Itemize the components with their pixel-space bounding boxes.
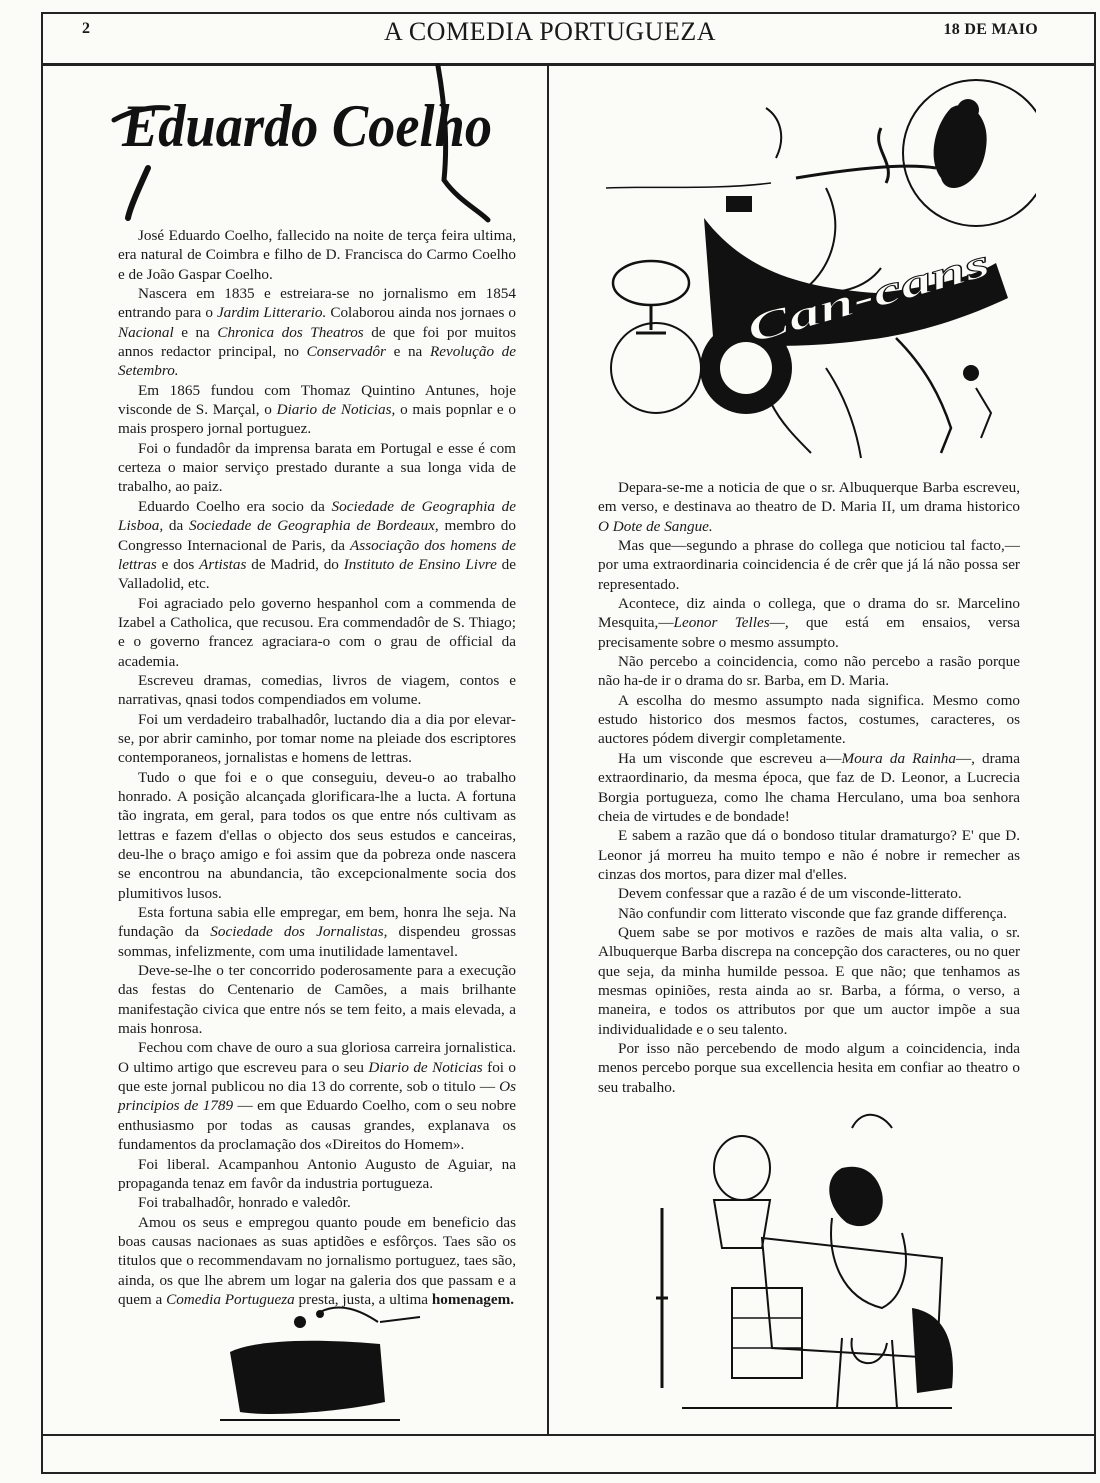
text-run: A escolha do mesmo assumpto nada significa. Mesmo como estudo historico dos mesmos factos, costumes, caracteres, os auctores pódem divergir completamente. bbox=[598, 691, 1020, 748]
obituary-paragraph bbox=[118, 284, 516, 381]
text-run: Associação dos homens de lettras bbox=[118, 536, 517, 573]
text-run: Não confundir com litterato visconde que faz grande differença. bbox=[618, 904, 1007, 922]
theatre-column bbox=[598, 478, 1020, 1097]
text-run: Conservadôr bbox=[306, 343, 386, 361]
theatre-paragraph bbox=[598, 691, 1020, 749]
text-run: Sociedade de Geographia de Lisboa, bbox=[118, 497, 516, 535]
heading-flourish bbox=[128, 168, 148, 218]
text-run: Quem sabe se por motivos e razões de mais alta valia, o sr. Albuquerque Barba discrepa na concepção dos caracteres, ou no quer que seja, da minha humilde pessoa. E que não; que tenhamos as mesmas opiniões, resta ainda ao sr. Barba, a fórma, o verso, a maneira, e todos os attributos por que um auctor impõe a sua individualidade e o seu talento. bbox=[598, 923, 1020, 1038]
text-run: presta, justa, a ultima bbox=[294, 1290, 432, 1308]
text-run: e dos bbox=[156, 555, 200, 573]
page-title: A COMEDIA PORTUGUEZA bbox=[383, 17, 716, 46]
obituary-paragraph bbox=[118, 1193, 516, 1212]
text-run: Diario de Noticias bbox=[368, 1058, 483, 1076]
text-run: o mais popnlar e o mais prospero jornal portuguez. bbox=[118, 401, 516, 438]
text-run: e na bbox=[385, 343, 430, 361]
obituary-column bbox=[118, 226, 516, 1309]
theatre-paragraph bbox=[598, 478, 1020, 536]
issue-date: 18 DE MAIO bbox=[943, 21, 1038, 38]
text-run: Artistas bbox=[199, 555, 247, 573]
column-rule bbox=[547, 65, 549, 1435]
text-run: Foi trabalhadôr, honrado e valedôr. bbox=[138, 1194, 351, 1212]
text-run: Tudo o que foi e o que conseguiu, deveu-o ao trabalho honrado. A posição alcançada glorificara-lhe a lucta. A fortuna tão ingrata, em geral, para todos os que entre nós cultivam as lettras e fazem d'ellas o objecto dos seus estudos e canceiras, deu-lhe o braço amigo e foi assim que da pobreza onde nascera se encontrou na abundancia, tão excepcionalmente socia dos plumitivos lusos. bbox=[118, 768, 516, 902]
text-run: Não percebo a coincidencia, como não percebo a rasão porque não ha-de ir o drama do sr. Barba, em D. Maria. bbox=[598, 653, 1020, 690]
theatre-paragraph bbox=[598, 652, 1020, 691]
text-run: Nascera em 1835 e estreiara-se no jornalismo em 1854 entrando para o bbox=[118, 285, 516, 322]
theatre-paragraph bbox=[598, 536, 1020, 594]
article-heading: Eduardo Coelho bbox=[121, 93, 492, 159]
bottom-vignette bbox=[210, 1292, 440, 1427]
text-run: Diario de Noticias, bbox=[276, 401, 396, 419]
text-run: Acontece, diz ainda o collega, que o drama do sr. Marcelino Mesquita,— bbox=[598, 595, 1020, 632]
text-run: Devem confessar que a razão é de um visconde-litterato. bbox=[618, 885, 962, 903]
text-run: de que foi por muitos annos redactor principal, no bbox=[118, 323, 517, 361]
text-run: e na bbox=[173, 323, 218, 341]
text-run: Os principios de 1789 bbox=[118, 1078, 516, 1115]
text-run: Deve-se-lhe o ter concorrido poderosamente para a execução das festas do Centenario de Camões, a mais brilhante manifestação civica que entre nós se tem feito, a mais elevada, a mais honrosa. bbox=[118, 962, 516, 1038]
text-run: de Madrid, do bbox=[246, 555, 344, 573]
text-run: Chronica dos Theatros bbox=[217, 323, 364, 341]
obituary-paragraph bbox=[118, 903, 516, 961]
text-run: Revolução de Setembro. bbox=[118, 343, 516, 380]
text-run: Em 1865 fundou com Thomaz Quintino Antunes, hoje visconde de S. Marçal, o bbox=[118, 381, 516, 419]
text-run: Eduardo Coelho era socio da bbox=[138, 497, 332, 515]
text-run: O Dote de Sangue. bbox=[598, 517, 713, 535]
obituary-paragraph bbox=[118, 381, 516, 439]
text-run: da bbox=[163, 517, 189, 535]
text-run: Foi liberal. Acampanhou Antonio Augusto de Aguiar, na propaganda tenaz em favôr da industria portugueza. bbox=[118, 1155, 516, 1192]
text-run: Esta fortuna sabia elle empregar, em bem, honra lhe seja. Na fundação da bbox=[118, 904, 516, 941]
obituary-paragraph bbox=[118, 710, 516, 768]
text-run: Mas que—segundo a phrase do collega que noticiou tal facto,—por uma extraordinaria coincidencia é de crêr que já lá não possa ser representado. bbox=[598, 537, 1020, 593]
obituary-paragraph bbox=[118, 226, 516, 284]
obituary-paragraph bbox=[118, 497, 516, 594]
theatre-paragraph bbox=[598, 749, 1020, 826]
text-run: foi o que este jornal publicou no dia 13 do corrente, sob o titulo — bbox=[118, 1058, 517, 1096]
text-run: Amou os seus e empregou quanto poude em beneficio das boas causas nacionaes as suas aptidões e esfôrços. Taes são os titulos que o recommendavam no jornalismo portuguez, taes são, ainda, os que lhe abrem um logar na galeria dos que passam e a quem a bbox=[118, 1213, 516, 1308]
cancans-label: Can-cans bbox=[741, 265, 906, 352]
obituary-paragraph bbox=[118, 594, 516, 671]
obituary-paragraph bbox=[118, 768, 516, 903]
text-run: Sociedade de Geographia de Bordeaux, bbox=[188, 517, 439, 535]
text-run: Colaborou ainda nos jornaes o bbox=[326, 304, 516, 322]
text-run: membro do Congresso Internacional de Paris, da bbox=[118, 517, 516, 554]
theatre-paragraph bbox=[598, 884, 1020, 903]
text-run: Moura da Rainha bbox=[841, 749, 956, 767]
obituary-paragraph bbox=[118, 961, 516, 1038]
theatre-paragraph bbox=[598, 594, 1020, 652]
text-run: Jardim Litterario. bbox=[216, 304, 327, 322]
theatre-paragraph bbox=[598, 1039, 1020, 1097]
footer-rule bbox=[41, 1434, 1096, 1436]
text-run: —, que está em ensaios, versa precisamente sobre o mesmo assumpto. bbox=[598, 614, 1020, 651]
theatre-paragraph bbox=[598, 923, 1020, 1039]
text-run: Fechou com chave de ouro a sua gloriosa carreira jornalistica. O ultimo artigo que escreveu para o seu bbox=[118, 1039, 516, 1076]
text-run: de Valladolid, etc. bbox=[118, 555, 516, 593]
text-run: Por isso não percebendo de modo algum a coincidencia, inda menos percebo porque sua excellencia hesita em confiar ao theatro o seu trabalho. bbox=[598, 1039, 1020, 1096]
text-run: Escreveu dramas, comedias, livros de viagem, contos e narrativas, qnasi todos compendiados em volume. bbox=[118, 671, 516, 709]
text-run: Foi o fundadôr da imprensa barata em Portugal e esse é com certeza o maior serviço prestado durante a sua longa vida de trabalho, ao paiz. bbox=[118, 439, 516, 496]
text-run: Sociedade dos Jornalistas, bbox=[210, 923, 388, 941]
text-run: Foi agraciado pelo governo hespanhol com a commenda de Izabel a Catholica, que recusou. Era commendadôr de S. Thiago; e o governo francez agraciara-o com o grau de official da academia. bbox=[118, 594, 516, 670]
obituary-paragraph bbox=[118, 1038, 516, 1154]
text-run: E sabem a razão que dá o bondoso titular dramaturgo? E' que D. Leonor já morreu ha muito tempo e não é nobre ir remecher as cinzas dos mortos, para dizer mal d'elles. bbox=[598, 827, 1020, 883]
text-run: —, drama extraordinario, da mesma época, que faz de D. Leonor, a Lucrecia Borgia portugueza, como lhe chama Herculano, uma boa senhora cheia de virtudes e de bondade! bbox=[598, 749, 1020, 825]
obituary-paragraph bbox=[118, 671, 516, 710]
text-run: José Eduardo Coelho, fallecido na noite de terça feira ultima, era natural de Coimbra e filho de D. Francisca do Carmo Coelho e de João Gaspar Coelho. bbox=[118, 227, 516, 283]
text-run: Leonor Telles bbox=[673, 614, 770, 632]
text-run: Instituto de Ensino Livre bbox=[343, 555, 497, 573]
theatre-paragraph bbox=[598, 904, 1020, 923]
text-run: homenagem. bbox=[431, 1290, 515, 1308]
writer-illustration bbox=[652, 1108, 972, 1423]
obituary-paragraph bbox=[118, 439, 516, 497]
text-run: Foi um verdadeiro trabalhadôr, luctando dia a dia por elevar-se, por abrir caminho, por tomar nome na pleiade dos escriptores contemporaneos, jornalistas e homens de lettras. bbox=[118, 710, 516, 767]
page-number: 2 bbox=[82, 20, 90, 37]
theatre-paragraph bbox=[598, 826, 1020, 884]
text-run: Nacional bbox=[118, 323, 174, 341]
text-run: — em que Eduardo Coelho, com o seu nobre enthusiasmo por todas as causas grandes, explanava os fundamentos da proclamação dos «Direitos do Homem». bbox=[118, 1097, 516, 1154]
cancans-illustration bbox=[596, 68, 1036, 468]
heading-lettering bbox=[108, 60, 508, 225]
text-run: Comedia Portugueza bbox=[166, 1290, 295, 1308]
obituary-paragraph bbox=[118, 1155, 516, 1194]
text-run: dispendeu grossas sommas, infelizmente, com uma inutilidade lamentavel. bbox=[118, 923, 516, 960]
text-run: Ha um visconde que escreveu a— bbox=[618, 749, 842, 767]
text-run: Depara-se-me a noticia de que o sr. Albuquerque Barba escreveu, em verso, e destinava ao theatro de D. Maria II, um drama historico bbox=[598, 479, 1020, 516]
